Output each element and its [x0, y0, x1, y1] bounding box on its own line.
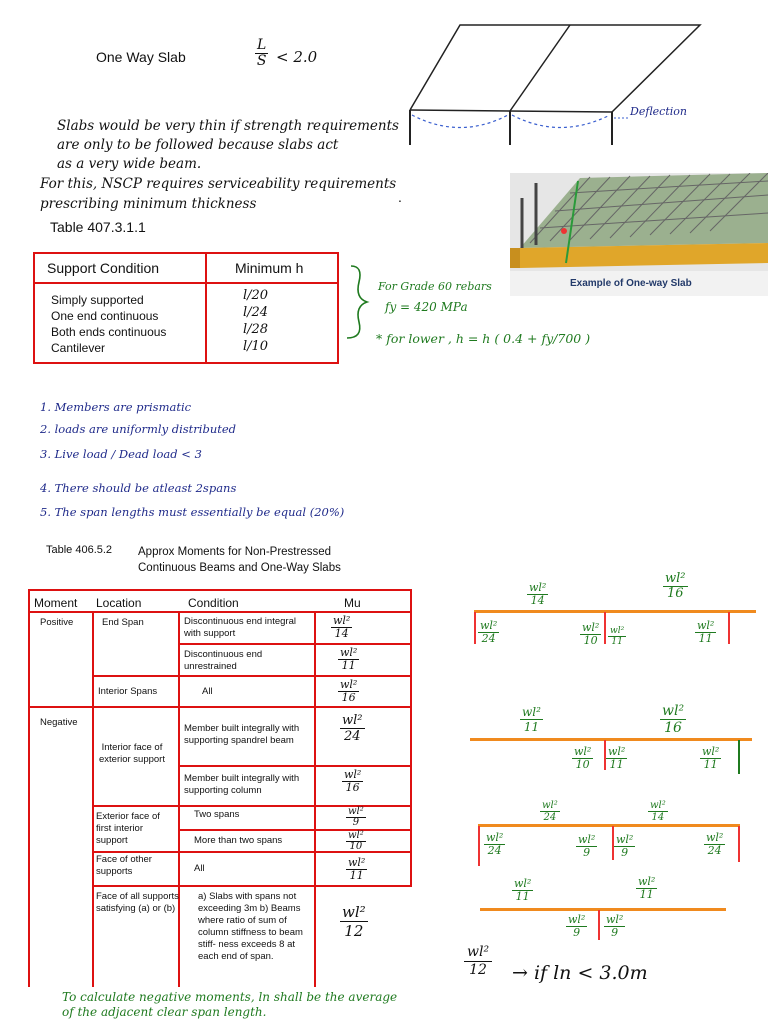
- mu-numerator: wl²: [342, 713, 363, 728]
- interior-spans-label: Interior Spans: [98, 686, 158, 697]
- beam-diagram-1: [474, 610, 756, 613]
- min-thickness-divider: [205, 254, 207, 362]
- mu-denominator: 11: [349, 869, 364, 882]
- diagram-moment: [614, 834, 635, 859]
- ratio-fraction: [255, 38, 268, 69]
- rule: [28, 589, 412, 591]
- diagram-numerator: wl²: [662, 703, 685, 719]
- diagram-moment: [512, 878, 533, 903]
- header-mu: Mu: [344, 596, 361, 610]
- ratio-numerator: L: [257, 37, 267, 53]
- support: [478, 826, 480, 866]
- min-h-value: l/20: [243, 288, 269, 303]
- diagram-moment: [648, 800, 668, 823]
- diagram-numerator: wl²: [702, 745, 720, 758]
- green-brace: [343, 262, 373, 342]
- col-minimum-h: Minimum h: [235, 260, 304, 276]
- condition-all: All: [202, 686, 213, 697]
- diagram-denominator: 11: [639, 888, 654, 901]
- condition-disc-integral: Discontinuous end integral with support: [184, 616, 296, 639]
- condition-list: [51, 292, 166, 356]
- beam-diagram-4: [480, 908, 726, 911]
- diagram-moment: [636, 876, 657, 901]
- diagram-moment: [695, 620, 716, 645]
- diagram-numerator: wl²: [610, 626, 625, 636]
- diagram-numerator: wl²: [706, 831, 724, 844]
- support: [728, 612, 730, 644]
- diagram-numerator: wl²: [529, 581, 547, 594]
- table2-caption-line-2: Continuous Beams and One-Way Slabs: [138, 562, 341, 574]
- diagram-moment: [572, 746, 593, 771]
- note-line-2: are only to be followed because slabs act: [57, 137, 339, 153]
- diagram-denominator: 11: [698, 632, 713, 645]
- diagram-numerator: wl²: [574, 745, 592, 758]
- bottom-condition: → if ln < 3.0m: [512, 962, 648, 984]
- support: [604, 612, 606, 644]
- diagram-denominator: 9: [573, 926, 581, 939]
- diagram-moment: [660, 703, 686, 736]
- mu-value: [338, 647, 359, 672]
- diagram-numerator: wl²: [568, 913, 586, 926]
- condition-3: 3. Live load / Dead load < 3: [40, 447, 202, 461]
- rule: [92, 885, 412, 887]
- diagram-denominator: 24: [707, 844, 722, 857]
- table-ref-label: Table 407.3.1.1: [50, 219, 146, 235]
- diagram-numerator: wl²: [616, 833, 634, 846]
- condition-column: Member built integrally with supporting column: [184, 773, 300, 796]
- condition-two-spans: Two spans: [194, 809, 240, 820]
- diagram-moment: [484, 832, 505, 857]
- intro-notes: [57, 117, 399, 174]
- condition-more-spans: More than two spans: [194, 835, 283, 846]
- mu-value: [346, 807, 366, 828]
- mu-denominator: 11: [341, 659, 356, 672]
- diagram-numerator: wl²: [697, 619, 715, 632]
- diagram-denominator: 11: [611, 637, 623, 647]
- mu-denominator: 14: [334, 627, 349, 640]
- mu-value: [346, 857, 367, 882]
- diagram-moment: [478, 620, 499, 645]
- rule: [92, 675, 410, 677]
- min-thickness-table: [33, 252, 339, 364]
- bottom-denominator: 12: [469, 962, 487, 978]
- mu-denominator: 16: [341, 691, 356, 704]
- diagram-moment: [580, 622, 601, 647]
- diagram-numerator: wl²: [480, 619, 498, 632]
- mu-denominator: 9: [352, 817, 360, 828]
- note-line-1: Slabs would be very thin if strength requirements: [57, 118, 399, 134]
- rule: [28, 611, 412, 613]
- mu-value: [340, 713, 365, 744]
- condition-4: 4. There should be atleast 2spans: [40, 481, 237, 495]
- rule: [178, 611, 180, 987]
- diagram-numerator: wl²: [650, 800, 666, 811]
- diagram-denominator: 24: [481, 632, 496, 645]
- support: [738, 740, 740, 774]
- rule: [28, 706, 412, 708]
- diagram-numerator: wl²: [514, 877, 532, 890]
- bottom-fraction: [464, 944, 492, 979]
- footer-note-line-2: of the adjacent clear span length.: [62, 1005, 267, 1019]
- mu-numerator: wl²: [348, 856, 366, 869]
- lower-grade-note: * for lower , h = h ( 0.4 + fy/700 ): [376, 331, 591, 346]
- exterior-face-label: Exterior face of first interior support: [96, 811, 160, 846]
- mu-numerator: wl²: [344, 768, 362, 781]
- rule: [178, 829, 410, 831]
- min-h-values: [243, 287, 268, 355]
- table-row: Simply supported: [51, 293, 144, 307]
- condition-2: 2. loads are uniformly distributed: [40, 422, 237, 436]
- rule: [178, 643, 410, 645]
- ratio-denominator: S: [256, 53, 267, 69]
- condition-spandrel: Member built integrally with supporting spandrel beam: [184, 723, 300, 746]
- diagram-numerator: wl²: [578, 833, 596, 846]
- diagram-denominator: 9: [583, 846, 591, 859]
- rule: [178, 765, 410, 767]
- dot-mark: .: [398, 189, 402, 205]
- note-line-5: prescribing minimum thickness: [40, 196, 257, 212]
- footer-note: [62, 990, 397, 1020]
- diagram-moment: [604, 914, 625, 939]
- slab-sketch: [400, 15, 730, 155]
- header-location: Location: [96, 596, 142, 610]
- rule: [314, 611, 316, 987]
- condition-5: 5. The span lengths must essentially be equal (20%): [40, 505, 345, 519]
- header-moment: Moment: [34, 596, 78, 610]
- diagram-moment: [606, 746, 627, 771]
- mu-denominator: 12: [344, 922, 364, 940]
- table-row: One end continuous: [51, 309, 159, 323]
- diagram-moment: [700, 746, 721, 771]
- header-condition: Condition: [188, 596, 239, 610]
- mu-numerator: wl²: [340, 678, 358, 691]
- mu-value: [338, 679, 359, 704]
- diagram-numerator: wl²: [582, 621, 600, 634]
- negative-label: Negative: [40, 717, 78, 728]
- diagram-numerator: wl²: [608, 745, 626, 758]
- support: [598, 910, 600, 940]
- diagram-numerator: wl²: [542, 800, 558, 811]
- mu-denominator: 24: [343, 729, 361, 744]
- note-line-3: as a very wide beam.: [57, 156, 202, 172]
- mu-numerator: wl²: [342, 903, 366, 921]
- ratio-limit: < 2.0: [276, 48, 318, 66]
- footer-note-line-1: To calculate negative moments, ln shall be the average: [62, 990, 398, 1004]
- diagram-denominator: 9: [611, 926, 619, 939]
- table2-caption-line-1: Approx Moments for Non-Prestressed: [138, 546, 332, 558]
- positive-label: Positive: [40, 617, 74, 628]
- diagram-numerator: wl²: [522, 705, 541, 719]
- diagram-denominator: 11: [703, 758, 718, 771]
- support: [474, 612, 476, 644]
- bottom-numerator: wl²: [464, 944, 492, 962]
- photo-caption: Example of One-way Slab: [570, 278, 692, 289]
- table2-ref: Table 406.5.2: [46, 544, 113, 556]
- diagram-denominator: 14: [530, 594, 545, 607]
- end-span-label: End Span: [102, 617, 144, 628]
- col-support-condition: Support Condition: [47, 260, 160, 276]
- diagram-moment: [704, 832, 725, 857]
- grade-note: For Grade 60 rebars: [378, 280, 492, 293]
- face-other-label: Face of other supports: [96, 854, 152, 877]
- mu-value: [331, 615, 352, 640]
- diagram-moment: [576, 834, 597, 859]
- diagram-denominator: 10: [583, 634, 598, 647]
- table-row: Both ends continuous: [51, 325, 167, 339]
- diagram-denominator: 11: [523, 720, 540, 734]
- mu-numerator: wl²: [348, 830, 364, 841]
- note-line-4: For this, NSCP requires serviceability requirements: [40, 176, 397, 192]
- mu-denominator: 16: [345, 781, 360, 794]
- beam-diagram-2: [470, 738, 752, 741]
- min-h-value: l/24: [243, 305, 269, 320]
- diagram-numerator: wl²: [486, 831, 504, 844]
- min-h-value: l/28: [243, 322, 269, 337]
- beam-diagram-3: [478, 824, 740, 827]
- page-title: One Way Slab: [96, 49, 186, 65]
- diagram-denominator: 9: [621, 846, 629, 859]
- rule: [28, 589, 30, 987]
- diagram-denominator: 11: [609, 758, 624, 771]
- diagram-moment: [540, 800, 560, 823]
- mu-value: [340, 903, 368, 940]
- min-h-value: l/10: [243, 339, 269, 354]
- diagram-moment: [566, 914, 587, 939]
- rule: [92, 611, 94, 987]
- table2-caption: [138, 544, 341, 576]
- deflection-label: Deflection: [630, 105, 687, 118]
- mu-value: [342, 769, 363, 794]
- mu-value: [346, 831, 366, 852]
- diagram-denominator: 24: [543, 812, 557, 823]
- diagram-denominator: 10: [575, 758, 590, 771]
- condition-all-2: All: [194, 863, 205, 874]
- mu-numerator: wl²: [333, 614, 351, 627]
- face-all-label: Face of all supports satisfying (a) or (b): [96, 891, 179, 914]
- rule: [410, 589, 412, 885]
- condition-1: 1. Members are prismatic: [40, 400, 192, 414]
- support: [738, 826, 740, 862]
- interior-face-label: Interior face of exterior support: [98, 742, 165, 765]
- diagram-denominator: 16: [664, 720, 682, 736]
- intro-notes-2: [40, 174, 396, 214]
- diagram-numerator: wl²: [638, 875, 656, 888]
- condition-disc-unrestrained: Discontinuous end unrestrained: [184, 649, 263, 672]
- diagram-denominator: 16: [666, 586, 684, 601]
- condition-a-b: a) Slabs with spans not exceeding 3m b) Beams where ratio of sum of column stiffness to beam stiff- ness exceeds 8 at each end of span.: [198, 891, 303, 962]
- moments-table: [28, 589, 412, 987]
- diagram-moment: [527, 582, 548, 607]
- diagram-denominator: 24: [487, 844, 502, 857]
- diagram-numerator: wl²: [606, 913, 624, 926]
- mu-denominator: 10: [349, 841, 363, 852]
- diagram-moment: [663, 572, 688, 601]
- mu-numerator: wl²: [340, 646, 358, 659]
- fy-note: fy = 420 MPa: [385, 300, 468, 314]
- table-row: Cantilever: [51, 341, 106, 355]
- diagram-denominator: 14: [651, 812, 665, 823]
- diagram-denominator: 11: [515, 890, 530, 903]
- slab-photo: [510, 173, 768, 296]
- diagram-numerator: wl²: [665, 571, 686, 586]
- diagram-moment: [520, 705, 543, 734]
- mu-numerator: wl²: [348, 806, 364, 817]
- diagram-moment: [608, 626, 626, 647]
